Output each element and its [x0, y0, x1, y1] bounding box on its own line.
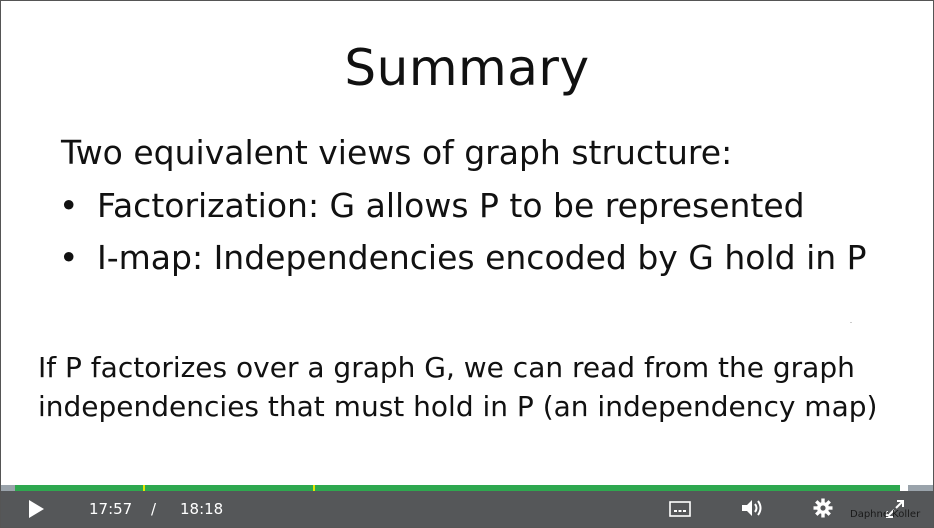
current-time: 17:57 — [89, 500, 133, 518]
bullet-symbol: • — [59, 186, 79, 225]
bullet-item — [59, 238, 867, 277]
bullet-symbol: • — [59, 238, 79, 277]
bullet-text: I-map: Independencies encoded by G hold in P — [97, 238, 867, 277]
paragraph-line: If P factorizes over a graph G, we can read from the graph — [38, 351, 855, 384]
presenter-watermark: Daphne Koller — [850, 509, 921, 520]
play-button[interactable] — [29, 500, 44, 518]
slide-intro: Two equivalent views of graph structure: — [61, 133, 733, 172]
captions-icon[interactable] — [669, 501, 691, 517]
slide-artifact — [850, 322, 852, 323]
slide — [1, 1, 933, 485]
slide-title: Summary — [344, 39, 590, 97]
volume-icon[interactable] — [740, 498, 764, 518]
paragraph-line: independencies that must hold in P (an independency map) — [38, 390, 878, 423]
control-bar — [1, 491, 933, 527]
duration: 18:18 — [180, 500, 224, 518]
gear-icon[interactable] — [813, 498, 833, 518]
time-separator: / — [151, 500, 157, 518]
bullet-text: Factorization: G allows P to be represented — [97, 186, 805, 225]
bullet-item — [59, 186, 805, 225]
